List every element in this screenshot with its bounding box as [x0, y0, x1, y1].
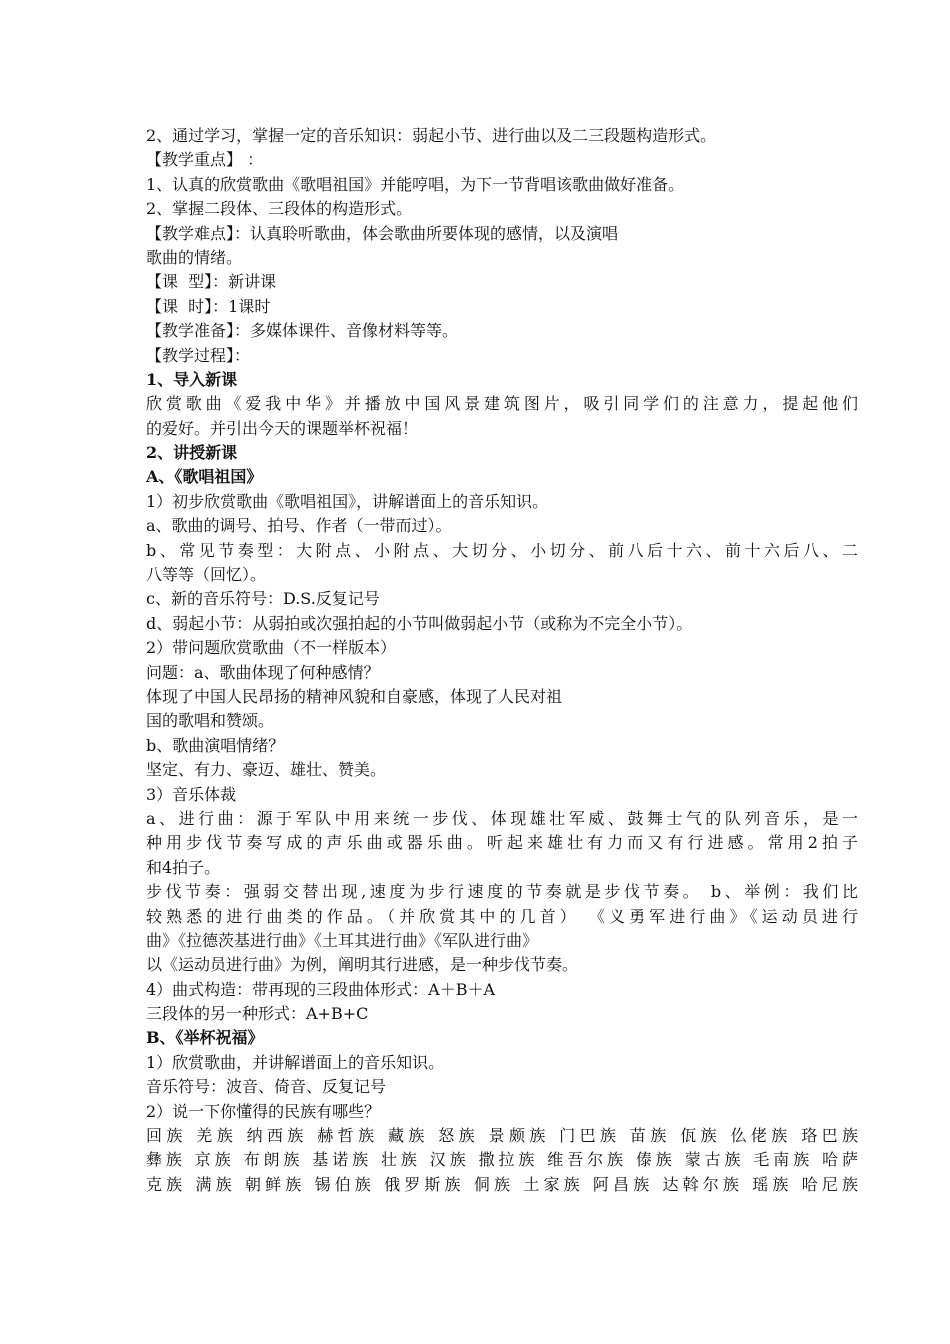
- section-heading: 2、讲授新课: [146, 443, 238, 463]
- text-line: 三段体的另一种形式：A+B+C: [146, 1004, 369, 1024]
- section-heading: 1、导入新课: [146, 369, 238, 389]
- text-line: 较熟悉的进行曲类的作品。（并欣赏其中的几首） 《义勇军进行曲》《运动员进行: [146, 906, 858, 926]
- text-line: 【教学准备】：多媒体课件、音像材料等等。: [146, 321, 459, 341]
- text-line: a、歌曲的调号、拍号、作者（一带而过）。: [146, 516, 452, 536]
- text-line: 问题：a、歌曲体现了何种感情？: [146, 662, 380, 682]
- text-line: 体现了中国人民昂扬的精神风貌和自豪感，体现了人民对祖: [146, 686, 563, 706]
- text-line: 【教学过程】：: [146, 345, 251, 365]
- text-line: 彝族 京族 布朗族 基诺族 壮族 汉族 撒拉族 维吾尔族 傣族 蒙古族 毛南族 哈萨: [146, 1150, 858, 1170]
- text-line: 2）说一下你懂得的民族有哪些？: [146, 1101, 381, 1121]
- text-line: 坚定、有力、豪迈、雄壮、赞美。: [146, 760, 387, 780]
- text-line: 曲》《拉德茨基进行曲》《土耳其进行曲》《军队进行曲》: [146, 930, 539, 950]
- text-line: 回族 羌族 纳西族 赫哲族 藏族 怒族 景颇族 门巴族 苗族 佤族 仫佬族 珞巴族: [146, 1126, 858, 1146]
- text-line: 步伐节奏：强弱交替出现,速度为步行速度的节奏就是步伐节奏。 b、举例：我们比: [146, 882, 858, 902]
- text-line: 的爱好。并引出今天的课题举杯祝福！: [146, 418, 419, 438]
- text-line: 欣赏歌曲《爱我中华》并播放中国风景建筑图片，吸引同学们的注意力，提起他们: [146, 394, 858, 414]
- text-line: 克族 满族 朝鲜族 锡伯族 俄罗斯族 侗族 土家族 阿昌族 达斡尔族 瑶族 哈尼族: [146, 1174, 858, 1194]
- section-heading: B、《举杯祝福》: [146, 1028, 264, 1048]
- text-line: c、新的音乐符号：D.S.反复记号: [146, 589, 380, 609]
- section-heading: A、《歌唱祖国》: [146, 467, 263, 487]
- text-line: 4）曲式构造：带再现的三段曲体形式：A＋B＋A: [146, 979, 496, 999]
- text-line: 2、掌握二段体、三段体的构造形式。: [146, 199, 413, 219]
- text-line: a、进行曲：源于军队中用来统一步伐、体现雄壮军威、鼓舞士气的队列音乐，是一: [146, 808, 858, 828]
- text-line: 【教学难点】：认真聆听歌曲，体会歌曲所要体现的感情，以及演唱: [146, 223, 619, 243]
- text-line: 歌曲的情绪。: [146, 247, 243, 267]
- text-line: b、常见节奏型：大附点、小附点、大切分、小切分、前八后十六、前十六后八、二: [146, 540, 858, 560]
- text-line: 【课 时】：1课时: [146, 296, 271, 316]
- text-line: 以《运动员进行曲》为例，阐明其行进感，是一种步伐节奏。: [146, 955, 579, 975]
- text-line: 【课 型】：新讲课: [146, 272, 277, 292]
- text-line: 1）初步欣赏歌曲《歌唱祖国》，讲解谱面上的音乐知识。: [146, 491, 549, 511]
- text-line: b、歌曲演唱情绪？: [146, 735, 285, 755]
- text-line: 国的歌唱和赞颂。: [146, 711, 275, 731]
- text-line: 【教学重点】 ：: [146, 150, 264, 170]
- text-line: 八等等（回忆）。: [146, 565, 267, 585]
- text-line: 音乐符号：波音、倚音、反复记号: [146, 1077, 387, 1097]
- text-line: d、弱起小节：从弱拍或次强拍起的小节叫做弱起小节（或称为不完全小节）。: [146, 613, 693, 633]
- document-page: [146, 124, 858, 1197]
- text-line: 2、通过学习，掌握一定的音乐知识：弱起小节、进行曲以及二三段题构造形式。: [146, 126, 717, 145]
- text-line: 1）欣赏歌曲，并讲解谱面上的音乐知识。: [146, 1052, 445, 1072]
- text-line: 3）音乐体裁: [146, 784, 237, 804]
- text-line: 2）带问题欣赏歌曲（不一样版本）: [146, 638, 397, 658]
- text-line: 种用步伐节奏写成的声乐曲或器乐曲。听起来雄壮有力而又有行进感。常用2拍子: [146, 833, 858, 853]
- text-line: 和4拍子。: [146, 857, 221, 877]
- text-line: 1、认真的欣赏歌曲《歌唱祖国》并能哼唱，为下一节背唱该歌曲做好准备。: [146, 174, 685, 194]
